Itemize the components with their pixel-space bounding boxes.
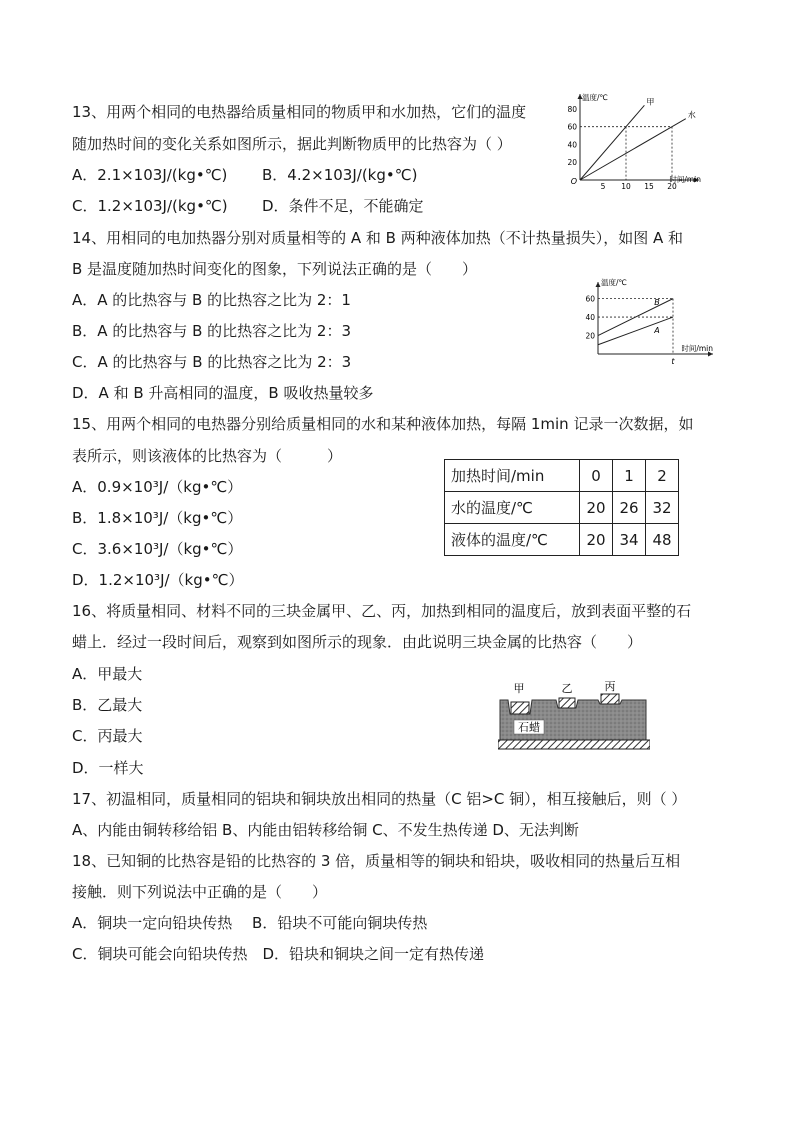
q15-stem-line1: 15、用两个相同的电热器分别给质量相同的水和某种液体加热，每隔 1min 记录一次数据，如 <box>72 415 694 433</box>
series-line-jia <box>580 105 644 180</box>
table-cell-label: 液体的温度/℃ <box>445 524 580 556</box>
y-axis-arrow <box>596 282 601 287</box>
q15-option-c: C．3.6×10³J/（kg•℃） <box>72 540 243 558</box>
x-axis-label: 时间/min <box>681 344 713 353</box>
q15-stem-line2: 表所示，则该液体的比热容为（ ） <box>72 447 343 465</box>
y-tick-label: 20 <box>567 158 577 168</box>
q15-data-table <box>444 459 679 556</box>
series-line-B <box>598 299 673 336</box>
x-tick-label: 15 <box>644 182 654 191</box>
q14-temperature-chart <box>570 276 720 368</box>
q16-stem-line1: 16、将质量相同、材料不同的三块金属甲、乙、丙，加热到相同的温度后，放到表面平整的石 <box>72 602 692 620</box>
q13-stem-line2: 随加热时间的变化关系如图所示，据此判断物质甲的比热容为（ ） <box>72 135 512 153</box>
y-tick-label: 60 <box>567 122 577 132</box>
y-tick-label: 80 <box>567 104 577 114</box>
q18-stem-line2: 接触．则下列说法中正确的是（ ） <box>72 883 328 901</box>
q16-stem-line2: 蜡上．经过一段时间后，观察到如图所示的现象．由此说明三块金属的比热容（ ） <box>72 633 643 651</box>
q16-wax-figure <box>498 678 650 754</box>
table-row-liquid <box>445 524 679 556</box>
q16-option-c: C．丙最大 <box>72 727 143 745</box>
q13-option-a: A．2.1×103J/(kg•℃) <box>72 166 228 184</box>
table-cell-label: 水的温度/℃ <box>445 492 580 524</box>
table-cell: 48 <box>646 524 679 556</box>
table-cell: 0 <box>580 460 613 492</box>
x-tick-label: 20 <box>667 182 677 191</box>
q18-options-ab: A．铜块一定向铅块传热 B．铅块不可能向铜块传热 <box>72 914 428 932</box>
metal-block-yi <box>559 698 575 708</box>
series-label-A: A <box>654 326 660 335</box>
series-label-B: B <box>654 297 660 307</box>
y-tick-label: 40 <box>567 140 577 150</box>
x-tick-label: 5 <box>600 182 606 191</box>
q16-option-b: B．乙最大 <box>72 696 143 714</box>
label-jia: 甲 <box>513 682 525 695</box>
metal-block-bing <box>601 694 619 704</box>
series-line-A <box>598 317 673 345</box>
origin-label: O <box>570 177 577 186</box>
table-cell: 32 <box>646 492 679 524</box>
q18-stem-line1: 18、已知铜的比热容是铅的比热容的 3 倍，质量相等的铜块和铅块，吸收相同的热量后互相 <box>72 852 681 870</box>
x-tick-label: t <box>671 357 675 366</box>
q13-option-b: B．4.2×103J/(kg•℃) <box>262 166 418 184</box>
q13-temperature-chart <box>560 92 710 192</box>
q15-option-b: B．1.8×10³J/（kg•℃） <box>72 509 243 527</box>
q14-option-c: C．A 的比热容与 B 的比热容之比为 2：3 <box>72 353 352 371</box>
q13-stem-line1: 13、用两个相同的电热器给质量相同的物质甲和水加热，它们的温度 <box>72 103 527 121</box>
ground-hatch <box>498 740 650 749</box>
q15-option-d: D．1.2×10³J/（kg•℃） <box>72 571 244 589</box>
q13-option-d: D．条件不足，不能确定 <box>262 197 424 215</box>
q14-option-b: B．A 的比热容与 B 的比热容之比为 2：3 <box>72 322 352 340</box>
table-cell: 20 <box>580 492 613 524</box>
table-row-time <box>445 460 679 492</box>
q13-option-c: C．1.2×103J/(kg•℃) <box>72 197 228 215</box>
q17-stem-line1: 17、初温相同，质量相同的铝块和铜块放出相同的热量（C 铝>C 铜），相互接触后，则（ ） <box>72 790 687 808</box>
x-tick-label: 10 <box>621 182 631 191</box>
q16-option-d: D．一样大 <box>72 759 144 777</box>
table-cell-label: 加热时间/min <box>445 460 580 492</box>
label-wax: 石蜡 <box>518 721 540 734</box>
y-axis-label: 温度/℃ <box>601 278 627 287</box>
q14-option-d: D．A 和 B 升高相同的温度，B 吸收热量较多 <box>72 384 374 402</box>
label-yi: 乙 <box>561 682 573 695</box>
series-label: 水 <box>687 110 696 120</box>
table-cell: 20 <box>580 524 613 556</box>
q16-option-a: A．甲最大 <box>72 665 143 683</box>
table-row-water <box>445 492 679 524</box>
table-cell: 2 <box>646 460 679 492</box>
q15-option-a: A．0.9×10³J/（kg•℃） <box>72 478 243 496</box>
q17-options: A、内能由铜转移给铝 B、内能由铝转移给铜 C、不发生热传递 D、无法判断 <box>72 821 579 839</box>
label-bing: 丙 <box>604 680 616 693</box>
series-line-water <box>580 119 686 180</box>
y-axis-label: 温度/℃ <box>582 93 608 102</box>
q18-options-cd: C．铜块可能会向铅块传热 D．铅块和铜块之间一定有热传递 <box>72 945 485 963</box>
q14-option-a: A．A 的比热容与 B 的比热容之比为 2：1 <box>72 291 351 309</box>
series-label: 甲 <box>646 97 655 107</box>
q14-stem-line2: B 是温度随加热时间变化的图象，下列说法正确的是（ ） <box>72 260 478 278</box>
y-tick-label: 60 <box>585 294 595 304</box>
q14-stem-line1: 14、用相同的电加热器分别对质量相等的 A 和 B 两种液体加热（不计热量损失），如图 A 和 <box>72 229 684 247</box>
metal-block-jia <box>511 702 529 714</box>
x-axis-label: 时间/min <box>669 175 701 184</box>
table-cell: 34 <box>613 524 646 556</box>
table-cell: 26 <box>613 492 646 524</box>
y-tick-label: 20 <box>585 331 595 341</box>
y-tick-label: 40 <box>585 313 595 323</box>
table-cell: 1 <box>613 460 646 492</box>
